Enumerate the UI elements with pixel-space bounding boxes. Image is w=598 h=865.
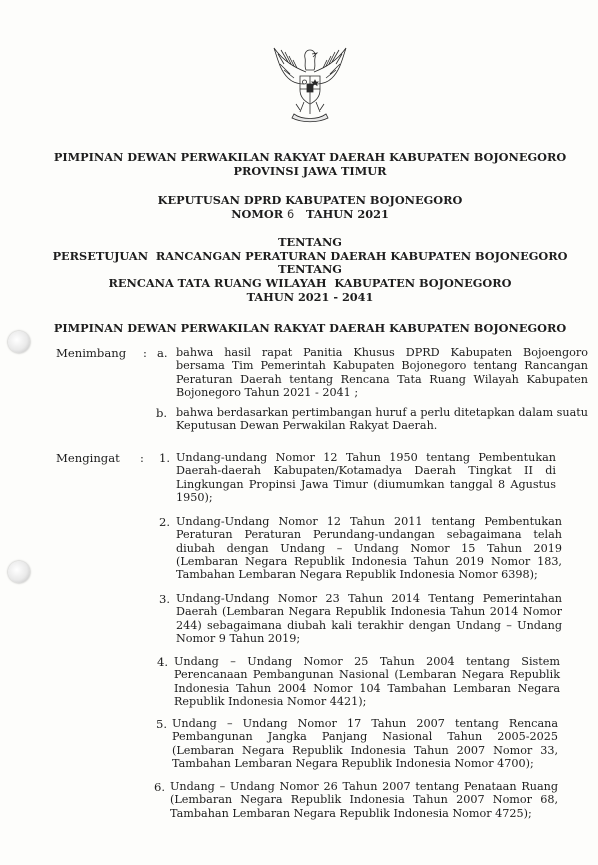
header-line-1: PIMPINAN DEWAN PERWAKILAN RAKYAT DAERAH KABUPATEN BOJONEGORO: [53, 150, 567, 164]
garuda-emblem-icon: [266, 42, 354, 124]
header-line-2: PROVINSI JAWA TIMUR: [233, 164, 387, 178]
subject-line-3: TAHUN 2021 - 2041: [246, 290, 374, 304]
mengingat-3-text: Undang-Undang Nomor 23 Tahun 2014 Tentang Pemerintahan Daerah (Lembaran Negara Republik Indonesia Tahun 2014 Nomor 244) sebagaimana diubah kali terakhir dengan Undang – Undang Nomor 9 Tahun 2019;: [176, 592, 562, 645]
menimbang-label: Menimbang: [56, 346, 127, 360]
decree-year: TAHUN 2021: [306, 207, 389, 221]
menimbang-a-text: bahwa hasil rapat Panitia Khusus DPRD Kabupaten Bojoengoro bersama Tim Pemerintah Kabupaten Bojonegoro tentang Rancangan Peraturan Daerah tentang Rencana Tata Ruang Wilayah Kabupaten Bojonegoro Tahun 2021 - 2041 ;: [176, 346, 588, 399]
mengingat-6-marker: 6.: [154, 780, 166, 794]
menimbang-a-marker: a.: [157, 346, 168, 360]
mengingat-3-marker: 3.: [159, 592, 171, 606]
mengingat-5-text: Undang – Undang Nomor 17 Tahun 2007 tentang Rencana Pembangunan Jangka Panjang Nasional Tahun 2005-2025 (Lembaran Negara Republik Indonesia Tahun 2007 Nomor 33, Tambahan Lembaran Negara Republik Indonesia Nomor 4700);: [172, 717, 558, 770]
mengingat-label: Mengingat: [56, 451, 120, 465]
subject-tentang-2: TENTANG: [278, 262, 342, 276]
mengingat-1-text: Undang-undang Nomor 12 Tahun 1950 tentang Pembentukan Daerah-daerah Kabupaten/Kotamadya Daerah Tingkat II di Lingkungan Propinsi Jawa Timur (diumumkan tanggal 8 Agustus 1950);: [176, 451, 556, 504]
decree-number: [40, 208, 580, 222]
mengingat-2-text: Undang-Undang Nomor 12 Tahun 2011 tentang Pembentukan Peraturan Peraturan Perundang-undangan sebagaimana telah diubah dengan Undang – Undang Nomor 15 Tahun 2019 (Lembaran Negara Republik Indonesia Tahun 2019 Nomor 183, Tambahan Lembaran Negara Republik Indonesia Nomor 6398);: [176, 515, 562, 582]
mengingat-colon: :: [140, 451, 144, 465]
mengingat-4-marker: 4.: [157, 655, 169, 669]
issuer-heading: PIMPINAN DEWAN PERWAKILAN RAKYAT DAERAH KABUPATEN BOJONEGORO: [53, 321, 567, 335]
subject-line-2: RENCANA TATA RUANG WILAYAH KABUPATEN BOJONEGORO: [108, 276, 512, 290]
subject-tentang-1: TENTANG: [278, 235, 342, 249]
nomor-value: 6: [287, 208, 295, 221]
mengingat-6-text: Undang – Undang Nomor 26 Tahun 2007 tentang Penataan Ruang (Lembaran Negara Republik Indonesia Tahun 2007 Nomor 68, Tambahan Lembaran Negara Republik Indonesia Nomor 4725);: [170, 780, 558, 820]
mengingat-5-marker: 5.: [156, 717, 168, 731]
menimbang-colon: :: [143, 346, 147, 360]
mengingat-4-text: Undang – Undang Nomor 25 Tahun 2004 tentang Sistem Perencanaan Pembangunan Nasional (Lembaran Negara Republik Indonesia Tahun 2004 Nomor 104 Tambahan Lembaran Negara Republik Indonesia Nomor 4421);: [174, 655, 560, 708]
mengingat-2-marker: 2.: [159, 515, 171, 529]
menimbang-b-text: bahwa berdasarkan pertimbangan huruf a perlu ditetapkan dalam suatu Keputusan Dewan Perwakilan Rakyat Daerah.: [176, 406, 588, 433]
subject-line-1: PERSETUJUAN RANCANGAN PERATURAN DAERAH KABUPATEN BOJONEGORO: [52, 249, 568, 263]
nomor-prefix: NOMOR: [231, 207, 284, 221]
mengingat-1-marker: 1.: [159, 451, 171, 465]
decree-title: KEPUTUSAN DPRD KABUPATEN BOJONEGORO: [157, 193, 463, 207]
menimbang-b-marker: b.: [156, 406, 168, 420]
punch-hole: [8, 561, 30, 583]
punch-hole: [8, 331, 30, 353]
